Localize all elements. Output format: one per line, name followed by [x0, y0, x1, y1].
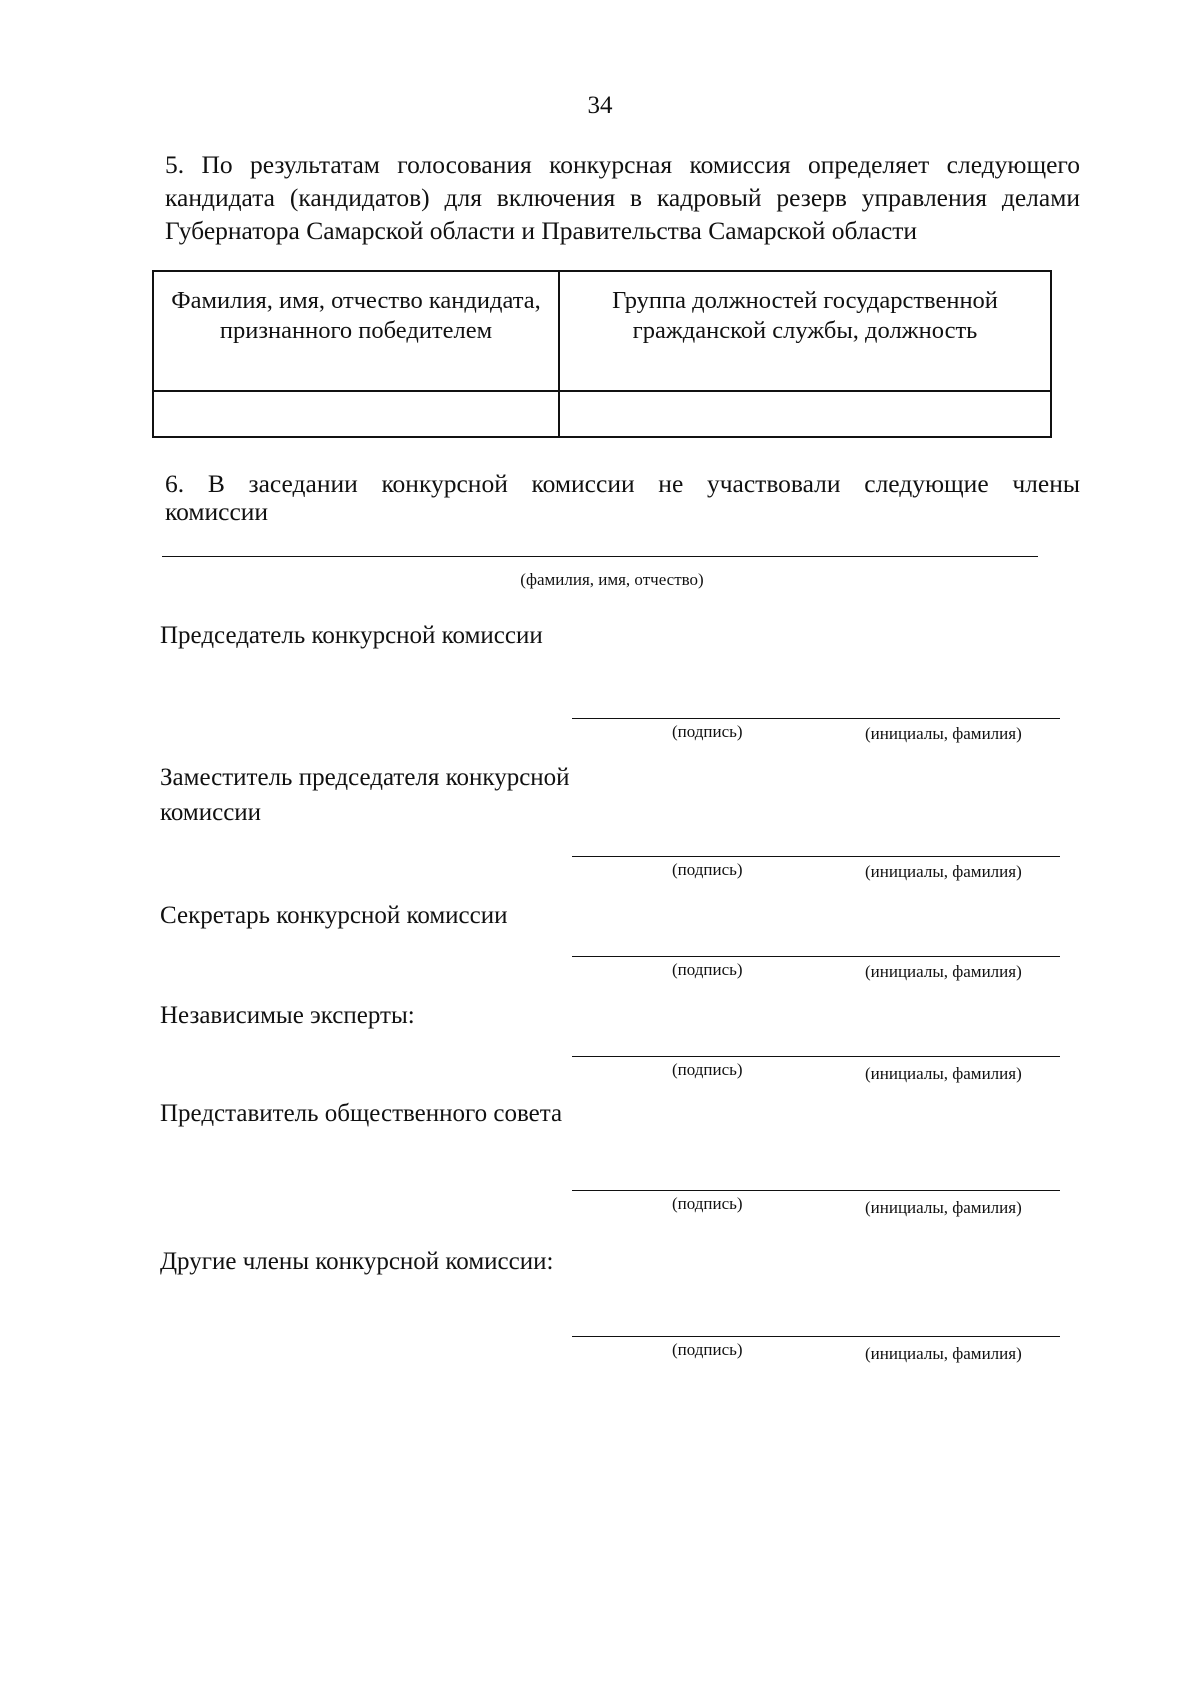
signature-label-deputy-chairman: Заместитель председателя конкурсной комиссии [160, 764, 570, 826]
signature-caption-name: (инициалы, фамилия) [865, 1064, 1022, 1083]
table-header-position: Группа должностей государственной гражданской службы, должность [559, 271, 1051, 391]
section-6-text: 6. В заседании конкурсной комиссии не участвовали следующие члены комиссии [165, 469, 1080, 526]
table-cell-candidate[interactable] [153, 391, 559, 437]
signature-caption-name: (инициалы, фамилия) [865, 724, 1022, 743]
table-cell-position[interactable] [559, 391, 1051, 437]
signature-line-other-members[interactable] [572, 1336, 1060, 1337]
signature-caption-name: (инициалы, фамилия) [865, 1344, 1022, 1363]
signature-caption-sign: (подпись) [672, 1060, 743, 1079]
signature-label-other-members: Другие члены конкурсной комиссии: [160, 1248, 554, 1275]
signature-label-secretary: Секретарь конкурсной комиссии [160, 902, 508, 929]
signature-caption-name: (инициалы, фамилия) [865, 1198, 1022, 1217]
signature-label-chairman: Председатель конкурсной комиссии [160, 622, 543, 649]
signature-line-secretary[interactable] [572, 956, 1060, 957]
signature-line-deputy-chairman[interactable] [572, 856, 1060, 857]
table-header-row [153, 271, 1051, 391]
signature-caption-sign: (подпись) [672, 722, 743, 741]
signature-caption-sign: (подпись) [672, 1340, 743, 1359]
signature-caption-name: (инициалы, фамилия) [865, 962, 1022, 981]
signature-caption-sign: (подпись) [672, 1194, 743, 1213]
signature-caption-sign: (подпись) [672, 860, 743, 879]
page-number: 34 [587, 92, 613, 119]
signature-caption-sign: (подпись) [672, 960, 743, 979]
absent-members-caption: (фамилия, имя, отчество) [520, 570, 704, 589]
absent-members-line[interactable] [162, 556, 1038, 557]
signature-label-public-council: Представитель общественного совета [160, 1100, 563, 1127]
section-5-text: 5. По результатам голосования конкурсная комиссия определяет следующего кандидата (кандидатов) для включения в кадровый резерв управления делами Губернатора Самарской области и Правительства Самарской области [165, 150, 1080, 245]
signature-label-experts: Независимые эксперты: [160, 1002, 415, 1029]
table-row [153, 391, 1051, 437]
signature-line-chairman[interactable] [572, 718, 1060, 719]
signature-line-public-council[interactable] [572, 1190, 1060, 1191]
winner-table [152, 270, 1052, 438]
signature-line-experts[interactable] [572, 1056, 1060, 1057]
signature-caption-name: (инициалы, фамилия) [865, 862, 1022, 881]
table-header-candidate: Фамилия, имя, отчество кандидата, признанного победителем [153, 271, 559, 391]
